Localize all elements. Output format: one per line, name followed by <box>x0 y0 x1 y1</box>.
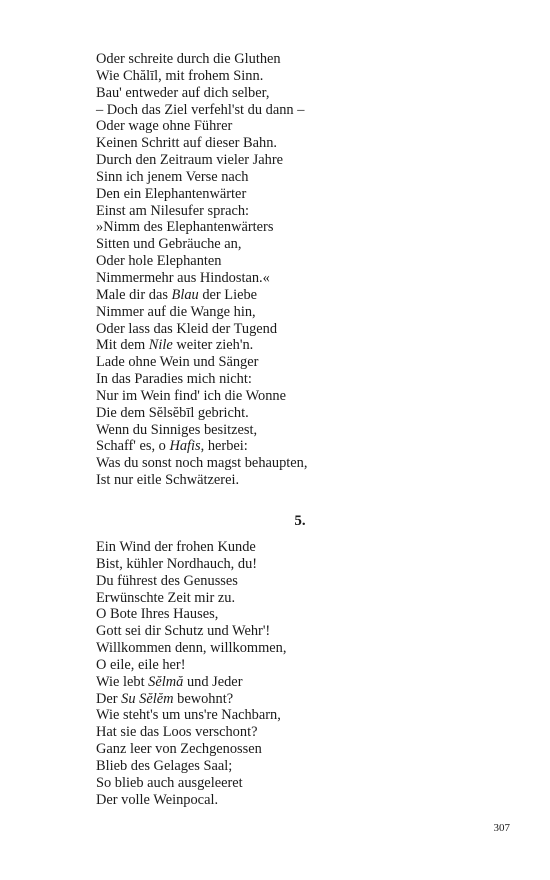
poem-line-text: , herbei: <box>200 438 248 455</box>
poem-line: Der volle Weinpocal. <box>96 791 219 808</box>
poem-line: Ganz leer von Zechgenossen <box>96 741 262 758</box>
poem-line: Oder wage ohne Führer <box>96 118 233 135</box>
poem-line-italic: Su Sĕlĕm <box>121 690 174 707</box>
poem-line <box>96 674 456 691</box>
poem-line-text: Der <box>96 690 122 707</box>
poem-line-text: weiter zieh'n. <box>172 337 254 354</box>
poem-line: »Nimm des Elephantenwärters <box>96 219 274 236</box>
poem-line: Nimmermehr aus Hindostan.« <box>96 269 270 286</box>
poem-line: In das Paradies mich nicht: <box>96 371 252 388</box>
poem-line-text: Schaff' es, o <box>96 438 170 455</box>
poem-line: Oder lass das Kleid der Tugend <box>96 320 278 337</box>
poem-line <box>96 438 456 455</box>
poem-line-text: Wie lebt <box>96 673 149 690</box>
poem-line: Wenn du Sinniges besitzest, <box>96 421 258 438</box>
poem-line-text: Mit dem <box>96 337 149 354</box>
poem-line: Den ein Elephantenwärter <box>96 185 247 202</box>
poem-line-text: der Liebe <box>198 286 258 303</box>
poem-line: Oder hole Elephanten <box>96 253 222 270</box>
poem-line: Blieb des Gelages Saal; <box>96 757 233 774</box>
poem-line: Keinen Schritt auf dieser Bahn. <box>96 135 278 152</box>
poem-line-text: und Jeder <box>183 673 243 690</box>
poem-line: Willkommen denn, willkommen, <box>96 640 287 657</box>
poem-line: Erwünschte Zeit mir zu. <box>96 589 236 606</box>
poem-line: Sinn ich jenem Verse nach <box>96 168 249 185</box>
poem-stanza-1 <box>96 51 456 489</box>
poem-stanza-2 <box>96 539 456 809</box>
poem-line: – Doch das Ziel verfehl'st du dann – <box>96 101 305 118</box>
poem-line: Durch den Zeitraum vieler Jahre <box>96 152 283 169</box>
poem-line-text: Male dir das <box>96 286 172 303</box>
poem-line: So blieb auch ausgeleeret <box>96 774 243 791</box>
poem-line: O eile, eile her! <box>96 656 186 673</box>
page-number: 307 <box>493 822 510 834</box>
poem-line: Hat sie das Loos verschont? <box>96 724 258 741</box>
poem-line: Oder schreite durch die Gluthen <box>96 51 281 67</box>
section-heading: 5. <box>294 513 306 529</box>
poem-line <box>96 337 456 354</box>
poem-line: Ist nur eitle Schwätzerei. <box>96 472 240 489</box>
poem-line: Die dem Sĕlsĕbīl gebricht. <box>96 404 249 421</box>
poem-line-italic: Hafis <box>169 438 201 455</box>
poem-line-text: bewohnt? <box>173 690 234 707</box>
poem-line: Wie Chălīl, mit frohem Sinn. <box>96 67 264 84</box>
poem-line-italic: Nile <box>148 337 173 354</box>
poem-line: Nur im Wein find' ich die Wonne <box>96 387 286 404</box>
poem-line: Bist, kühler Nordhauch, du! <box>96 555 258 572</box>
poem-line: O Bote Ihres Hauses, <box>96 606 219 623</box>
poem-line: Einst am Nilesufer sprach: <box>96 202 250 219</box>
poem-line: Du führest des Genusses <box>96 572 238 589</box>
poem-line: Wie steht's um uns're Nachbarn, <box>96 707 281 724</box>
poem-line <box>96 691 456 708</box>
poem-line: Sitten und Gebräuche an, <box>96 236 242 253</box>
poem-line <box>96 287 456 304</box>
poem-line: Gott sei dir Schutz und Wehr'! <box>96 623 271 640</box>
poem-line: Lade ohne Wein und Sänger <box>96 354 259 371</box>
poem-line: Nimmer auf die Wange hin, <box>96 303 256 320</box>
poem-line: Was du sonst noch magst behaupten, <box>96 455 308 472</box>
poem-line-italic: Blau <box>171 286 199 303</box>
poem-line: Ein Wind der frohen Kunde <box>96 539 256 555</box>
poem-line: Bau' entweder auf dich selber, <box>96 84 270 101</box>
poem-line-italic: Sĕlmă <box>148 673 184 690</box>
